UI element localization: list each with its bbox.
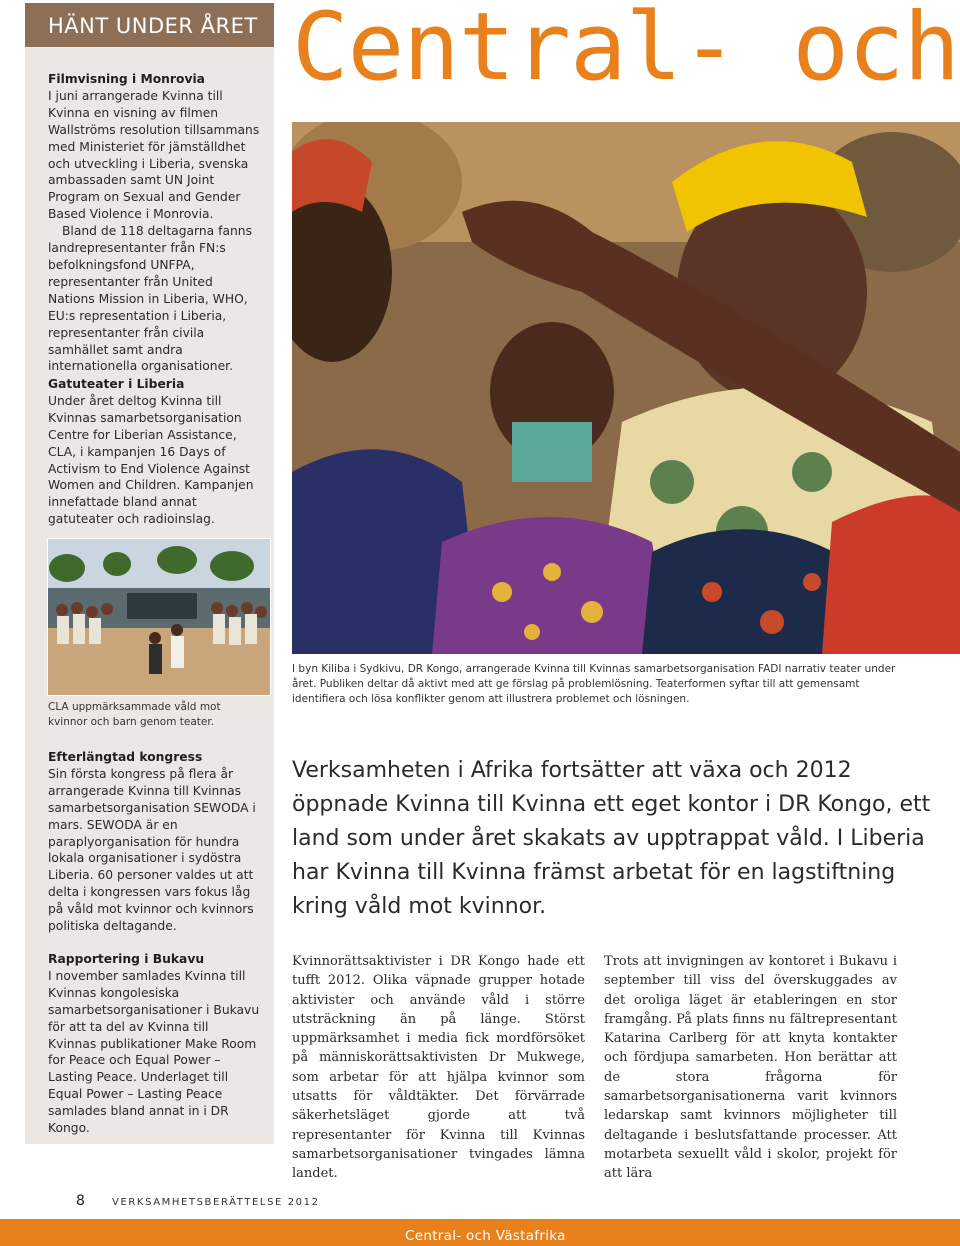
page-number: 8 [76,1193,85,1209]
body-column-left [292,952,585,1184]
section-text: I november samlades Kvinna till Kvinnas kongolesiska samarbetsorganisationer i Bukavu för att ta del av Kvinna till Kvinnas publikationer Make Room for Peace och Equal Power – Lasting Peace. Underlaget till Equal Power – Lasting Peace samlades bland annat in i DR Kongo. [48,968,260,1136]
sidebar-section-reporting [48,951,260,1137]
street-theatre-photo [47,538,271,696]
section-title: Filmvisning i Monrovia [48,72,205,86]
section-title: Rapportering i Bukavu [48,952,205,966]
body-text: Trots att invigningen av kontoret i Bukavu i september till viss del överskuggades av det oroliga läget är etableringen en stor framgång. På plats finns nu fältrepresentant Katarina Carlberg för att knyta kontakter och fördjupa samarbeten. Hon berättar att de stora frågorna för samarbetsorganisationerna varit kvinnors ledarskap samt kvinnors möjligheter till deltagande i beslutsfattande processer. Att motarbeta sexuellt våld i skolor, projekt för att lära [604,954,897,1182]
main-photo [292,122,960,654]
section-text: Under året deltog Kvinna till Kvinnas samarbetsorganisation Centre for Liberian Assistance, CLA, i kampanjen 16 Days of Activism to End Violence Against Women and Children. Kampanjen innefattade bland annat gatuteater och radioinslag. [48,393,254,527]
section-text: Bland de 118 deltagarna fanns landrepresentanter från FN:s befolkningsfond UNFPA, representanter från United Nations Mission in Liberia, WHO, EU:s representation i Liberia, representanter från civila samhället samt andra internationella organisationer. [48,224,252,374]
body-column-right [604,952,897,1184]
sidebar-photo-caption: CLA uppmärksammade våld mot kvinnor och barn genom teater. [48,701,221,728]
sidebar-box [25,3,274,1144]
page-headline: Central- och [292,0,960,102]
lead-paragraph: Verksamheten i Afrika fortsätter att växa och 2012 öppnade Kvinna till Kvinna ett eget kontor i DR Kongo, ett land som under året skakats av upptrappat våld. I Liberia har Kvinna till Kvinna främst arbetat för en lagstiftning kring våld mot kvinnor. [292,758,931,919]
section-title: Gatuteater i Liberia [48,377,185,391]
section-title: Efterlängtad kongress [48,750,203,764]
section-text: Sin första kongress på flera år arrangerade Kvinna till Kvinnas samarbetsorganisation SEWODA i mars. SEWODA är en paraplyorganisation för hundra lokala organisationer i sydöstra Liberia. 60 personer valdes ut att delta i kongressen vars fokus låg på våld mot kvinnor och kvinnors politiska deltagande. [48,766,256,934]
body-text: Kvinnorättsaktivister i DR Kongo hade ett tufft 2012. Olika väpnade grupper hotade aktivister och använde våld i större utsträckning än på länge. Störst uppmärksamhet i media fick mordförsöket på människorättsaktivisten Dr Mukwege, som arbetar för att hjälpa kvinnor som utsatts för våldtäkter. Det förvärrade säkerhetsläget gjorde att två representanter för Kvinna till Kvinnas samarbetsorganisationer tvingades lämna landet. [292,954,585,1182]
footer-bar [0,1219,960,1246]
main-photo-caption: I byn Kiliba i Sydkivu, DR Kongo, arrangerade Kvinna till Kvinnas samarbetsorganisation FADI narrativ teater under året. Publiken deltar då aktivt med att ge förslag på problemlösning. Teaterformen syftar till att gemensamt identifiera och lösa konflikter genom att illustrera problemet och lösningen. [292,663,896,706]
sidebar-header: HÄNT UNDER ÅRET [25,3,274,47]
sidebar-section-film [48,71,260,375]
section-label: Central- och Västafrika [405,1228,566,1244]
report-label: VERKSAMHETSBERÄTTELSE 2012 [112,1197,320,1208]
sidebar-section-street-theatre [48,376,260,528]
sidebar-section-congress [48,749,260,935]
section-text: I juni arrangerade Kvinna till Kvinna en visning av filmen Wallströms resolution tillsammans med Ministeriet för jämställdhet och utveckling i Liberia, svenska ambassaden samt UN Joint Program on Sexual and Gender Based Violence i Monrovia. [48,88,260,222]
